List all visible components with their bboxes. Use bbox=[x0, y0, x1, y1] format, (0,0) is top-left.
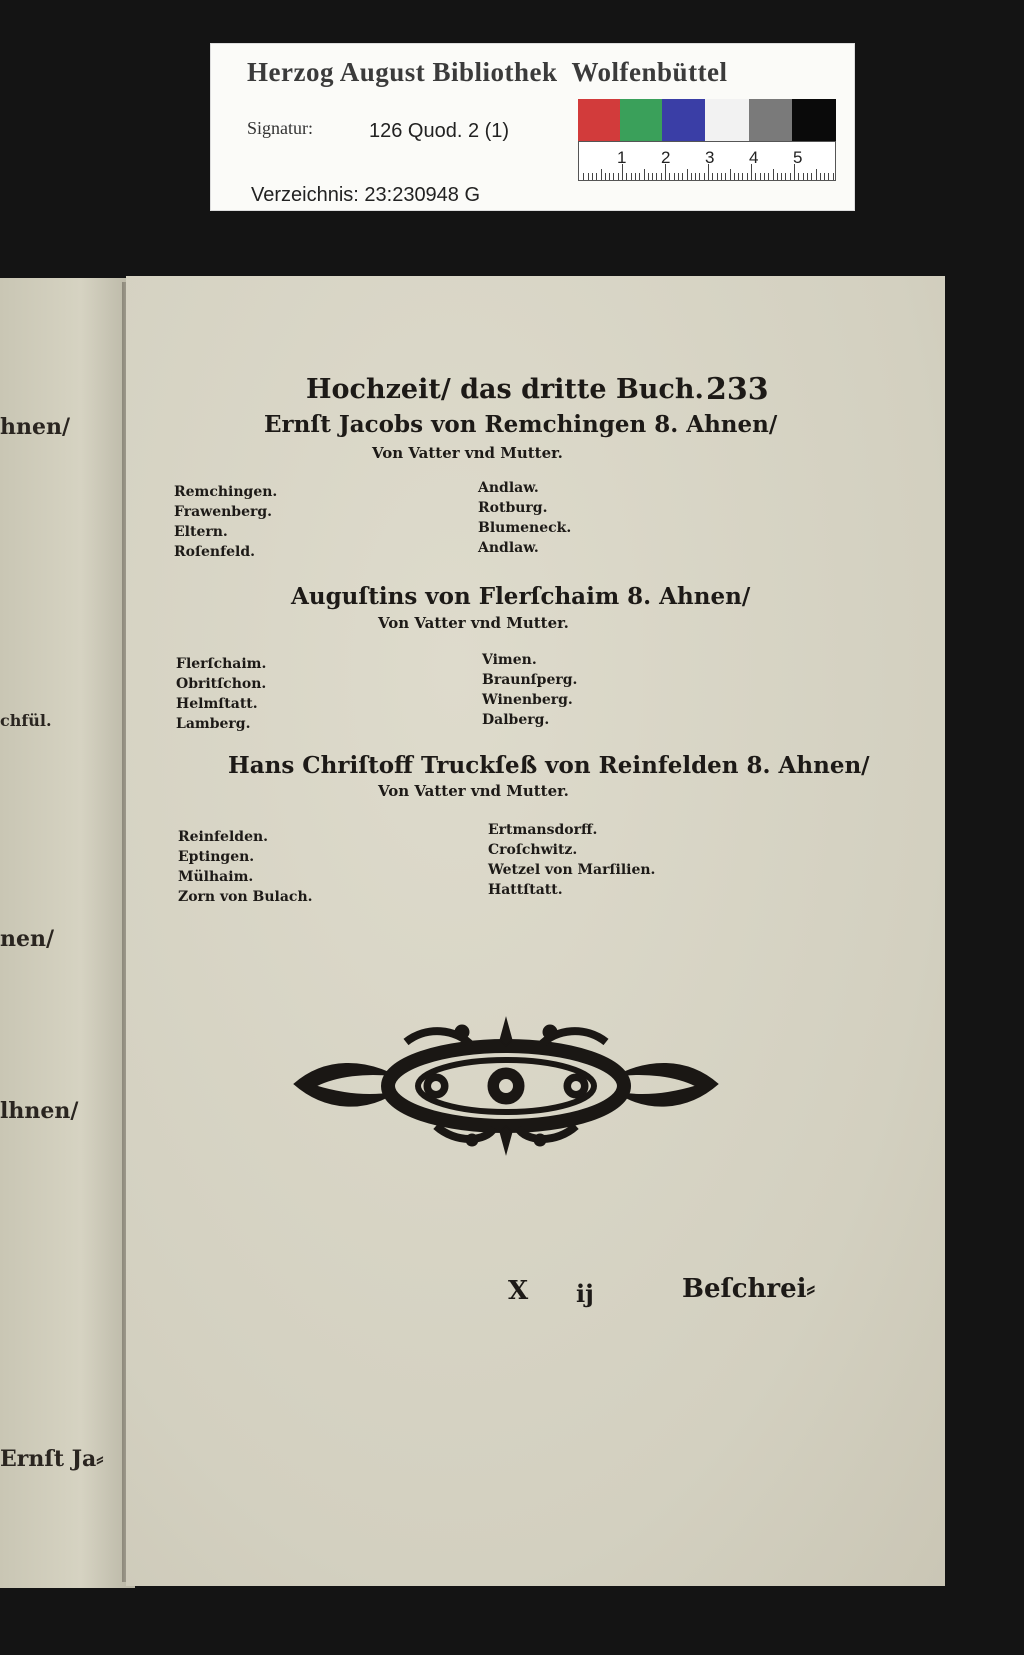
verzeichnis-number: Verzeichnis: 23:230948 G bbox=[251, 184, 481, 206]
color-calibration-chart bbox=[578, 99, 836, 141]
left-page-fragment: hnen/ bbox=[0, 414, 71, 440]
ancestor-name: Ertmansdorff. bbox=[488, 822, 598, 838]
library-label-card bbox=[210, 43, 855, 211]
left-page-fragment: Ernſt Ja⸗ bbox=[0, 1446, 104, 1472]
ruler-tick bbox=[656, 173, 657, 180]
ruler-tick bbox=[674, 173, 675, 180]
ruler-tick bbox=[712, 173, 713, 180]
ancestor-name: Remchingen. bbox=[174, 484, 278, 500]
ancestor-name: Lamberg. bbox=[176, 716, 251, 732]
fleuron-ornament bbox=[286, 1016, 726, 1156]
ruler-tick bbox=[695, 173, 696, 180]
section-subtitle: Von Vatter vnd Mutter. bbox=[372, 444, 563, 462]
ancestor-name: Obritſchon. bbox=[176, 676, 267, 692]
ancestor-name: Winenberg. bbox=[482, 692, 573, 708]
ruler-tick bbox=[601, 169, 602, 180]
ancestor-list-paternal bbox=[176, 654, 266, 734]
left-page-edge bbox=[0, 278, 135, 1588]
ruler-tick bbox=[734, 173, 735, 180]
section-title: Ernſt Jacobs von Remchingen 8. Ahnen/ bbox=[264, 411, 778, 438]
ancestor-name: Hattſtatt. bbox=[488, 882, 563, 898]
ancestor-name: Braunſperg. bbox=[482, 672, 578, 688]
ruler-tick bbox=[613, 173, 614, 180]
scale-ruler bbox=[578, 141, 836, 181]
ruler-tick bbox=[730, 169, 731, 180]
ruler-tick bbox=[626, 173, 627, 180]
catchword: Beſchrei⸗ bbox=[682, 1274, 816, 1304]
color-swatch-gray bbox=[749, 99, 792, 141]
ruler-tick bbox=[669, 173, 670, 180]
ruler-tick bbox=[691, 173, 692, 180]
ancestor-name: Croſchwitz. bbox=[488, 842, 578, 858]
ruler-tick bbox=[644, 169, 645, 180]
ruler-tick bbox=[605, 173, 606, 180]
ruler-number: 2 bbox=[661, 148, 671, 167]
ancestor-name: Eptingen. bbox=[178, 849, 255, 865]
ruler-tick bbox=[618, 173, 619, 180]
ancestor-name: Zorn von Bulach. bbox=[178, 889, 313, 905]
ruler-tick bbox=[773, 169, 774, 180]
ancestor-name: Frawenberg. bbox=[174, 504, 273, 520]
ruler-tick bbox=[824, 173, 825, 180]
color-swatch-blue bbox=[662, 99, 705, 141]
ruler-tick bbox=[785, 173, 786, 180]
ruler-tick bbox=[678, 173, 679, 180]
section-subtitle: Von Vatter vnd Mutter. bbox=[378, 614, 569, 632]
signature-number: ij bbox=[576, 1279, 594, 1308]
ruler-tick bbox=[760, 173, 761, 180]
ruler-tick bbox=[652, 173, 653, 180]
signatur-label: Signatur: bbox=[247, 118, 313, 138]
ruler-tick bbox=[704, 173, 705, 180]
color-swatch-green bbox=[620, 99, 662, 141]
running-head: Hochzeit/ das dritte Buch. bbox=[306, 374, 704, 405]
ruler-tick bbox=[639, 173, 640, 180]
ancestor-list-paternal bbox=[178, 827, 313, 907]
section-title: Auguſtins von Flerſchaim 8. Ahnen/ bbox=[291, 583, 751, 610]
ruler-tick bbox=[833, 173, 834, 180]
page-number: 233 bbox=[706, 372, 769, 407]
ancestor-name: Andlaw. bbox=[478, 480, 539, 496]
ancestor-list-maternal bbox=[488, 820, 655, 900]
ruler-tick bbox=[781, 173, 782, 180]
ruler-tick bbox=[687, 169, 688, 180]
ruler-tick bbox=[609, 173, 610, 180]
ruler-tick bbox=[820, 173, 821, 180]
ruler-number: 4 bbox=[749, 148, 759, 167]
ruler-number: 3 bbox=[705, 148, 715, 167]
ruler-number: 1 bbox=[617, 148, 627, 167]
ancestor-list-maternal bbox=[478, 478, 571, 558]
book-page bbox=[126, 276, 945, 1586]
ancestor-name: Dalberg. bbox=[482, 712, 550, 728]
ruler-tick bbox=[596, 173, 597, 180]
ruler-tick bbox=[807, 173, 808, 180]
ruler-tick bbox=[717, 173, 718, 180]
ruler-tick bbox=[768, 173, 769, 180]
ruler-tick bbox=[828, 173, 829, 180]
ruler-number: 5 bbox=[793, 148, 803, 167]
ancestor-name: Andlaw. bbox=[478, 540, 539, 556]
left-page-fragment: nen/ bbox=[0, 926, 55, 952]
ruler-tick bbox=[738, 173, 739, 180]
ruler-tick bbox=[592, 173, 593, 180]
ancestor-name: Flerſchaim. bbox=[176, 656, 267, 672]
ruler-tick bbox=[747, 173, 748, 180]
ruler-tick bbox=[755, 173, 756, 180]
color-swatch-white bbox=[705, 99, 749, 141]
ancestor-name: Helmſtatt. bbox=[176, 696, 258, 712]
ruler-tick bbox=[725, 173, 726, 180]
ruler-tick bbox=[777, 173, 778, 180]
ancestor-name: Blumeneck. bbox=[478, 520, 572, 536]
ancestor-name: Roſenfeld. bbox=[174, 544, 255, 560]
section-subtitle: Von Vatter vnd Mutter. bbox=[378, 782, 569, 800]
signature-mark: X bbox=[508, 1276, 529, 1306]
ancestor-list-paternal bbox=[174, 482, 277, 562]
signatur-value: 126 Quod. 2 (1) bbox=[369, 120, 510, 142]
ancestor-name: Vimen. bbox=[482, 652, 537, 668]
ruler-tick bbox=[721, 173, 722, 180]
institution-name: Herzog August Bibliothek Wolfenbüttel bbox=[247, 57, 728, 87]
ruler-tick bbox=[699, 173, 700, 180]
ruler-tick bbox=[803, 173, 804, 180]
ruler-tick bbox=[648, 173, 649, 180]
ruler-tick bbox=[764, 173, 765, 180]
ruler-tick bbox=[631, 173, 632, 180]
ruler-tick bbox=[635, 173, 636, 180]
ancestor-name: Reinfelden. bbox=[178, 829, 269, 845]
left-page-fragment: chfül. bbox=[0, 711, 52, 730]
left-page-fragment: lhnen/ bbox=[0, 1098, 79, 1124]
ruler-tick bbox=[790, 173, 791, 180]
ancestor-name: Rotburg. bbox=[478, 500, 548, 516]
section-title: Hans Chriſtoff Truckſeß von Reinfelden 8. Ahnen/ bbox=[228, 752, 870, 779]
ruler-tick bbox=[661, 173, 662, 180]
ruler-tick bbox=[742, 173, 743, 180]
color-swatch-red bbox=[578, 99, 620, 141]
ancestor-list-maternal bbox=[482, 650, 577, 730]
ancestor-name: Mülhaim. bbox=[178, 869, 254, 885]
ancestor-name: Wetzel von Marſilien. bbox=[488, 862, 656, 878]
color-swatch-black bbox=[792, 99, 836, 141]
ancestor-name: Eltern. bbox=[174, 524, 228, 540]
ruler-tick bbox=[682, 173, 683, 180]
ruler-tick bbox=[798, 173, 799, 180]
ruler-tick bbox=[588, 173, 589, 180]
ruler-tick bbox=[811, 173, 812, 180]
ruler-tick bbox=[583, 173, 584, 180]
ruler-tick bbox=[816, 169, 817, 180]
